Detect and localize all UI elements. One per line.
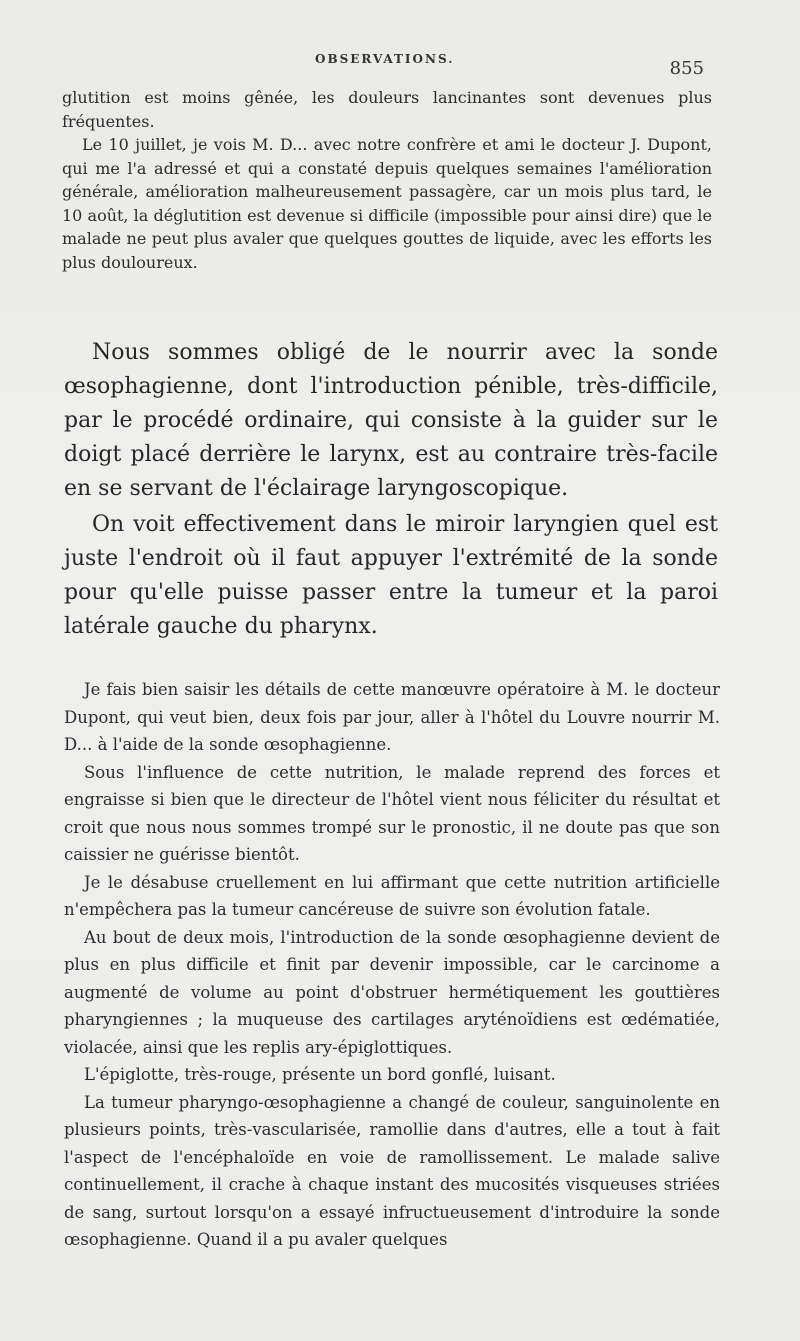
paragraph: Au bout de deux mois, l'introduction de la sonde œsophagienne devient de plus en plus difficile et finit par devenir impossible, car le carcinome a augmenté de volume au point d'obstruer hermétiquement les gouttières pharyngiennes ; la muqueuse des cartilages aryténoïdiens est œdématiée, violacée, ainsi que les replis ary-épiglottiques. — [64, 927, 720, 1057]
running-head: OBSERVATIONS. — [315, 52, 455, 66]
page-header — [60, 50, 710, 78]
paragraph: Je le désabuse cruellement en lui affirmant que cette nutrition artificielle n'empêchera pas la tumeur cancéreuse de suivre son évolution fatale. — [64, 872, 720, 919]
large-text-block — [64, 336, 718, 644]
small-text-block-top — [62, 86, 712, 274]
page-number: 855 — [669, 58, 704, 79]
paragraph: La tumeur pharyngo-œsophagienne a changé de couleur, sanguinolente en plusieurs points, très-vascularisée, ramollie dans d'autres, elle a tout à fait l'aspect de l'encéphaloïde en voie de ramollissement. Le malade salive continuellement, il crache à chaque instant des mucosités visqueuses striées de sang, surtout lorsqu'on a essayé infructueusement d'introduire la sonde œsophagienne. Quand il a pu avaler quelques — [64, 1092, 720, 1249]
paragraph: glutition est moins gênée, les douleurs lancinantes sont devenues plus fréquentes. — [62, 88, 712, 131]
paragraph: Le 10 juillet, je vois M. D... avec notre confrère et ami le docteur J. Dupont, qui me l'a adressé et qui a constaté depuis quelques semaines l'amélioration générale, amélioration malheureusement passagère, car un mois plus tard, le 10 août, la déglutition est devenue si difficile (impossible pour ainsi dire) que le malade ne peut plus avaler que quelques gouttes de liquide, avec les efforts les plus douloureux. — [62, 135, 712, 272]
paragraph: On voit effectivement dans le miroir laryngien quel est juste l'endroit où il faut appuyer l'extrémité de la sonde pour qu'elle puisse passer entre la tumeur et la paroi latérale gauche du pharynx. — [64, 512, 718, 639]
paragraph: Sous l'influence de cette nutrition, le malade reprend des forces et engraisse si bien que le directeur de l'hôtel vient nous féliciter du résultat et croit que nous nous sommes trompé sur le pronostic, il ne doute pas que son caissier ne guérisse bientôt. — [64, 762, 720, 864]
paragraph: Nous sommes obligé de le nourrir avec la sonde œsophagienne, dont l'introduction pénible, très-difficile, par le procédé ordinaire, qui consiste à la guider sur le doigt placé derrière le larynx, est au contraire très-facile en se servant de l'éclairage laryngoscopique. — [64, 340, 718, 501]
paragraph: L'épiglotte, très-rouge, présente un bord gonflé, luisant. — [84, 1065, 556, 1084]
small-text-block-bottom — [64, 676, 720, 1254]
paragraph: Je fais bien saisir les détails de cette manœuvre opératoire à M. le docteur Dupont, qui veut bien, deux fois par jour, aller à l'hôtel du Louvre nourrir M. D... à l'aide de la sonde œsophagienne. — [64, 680, 720, 754]
